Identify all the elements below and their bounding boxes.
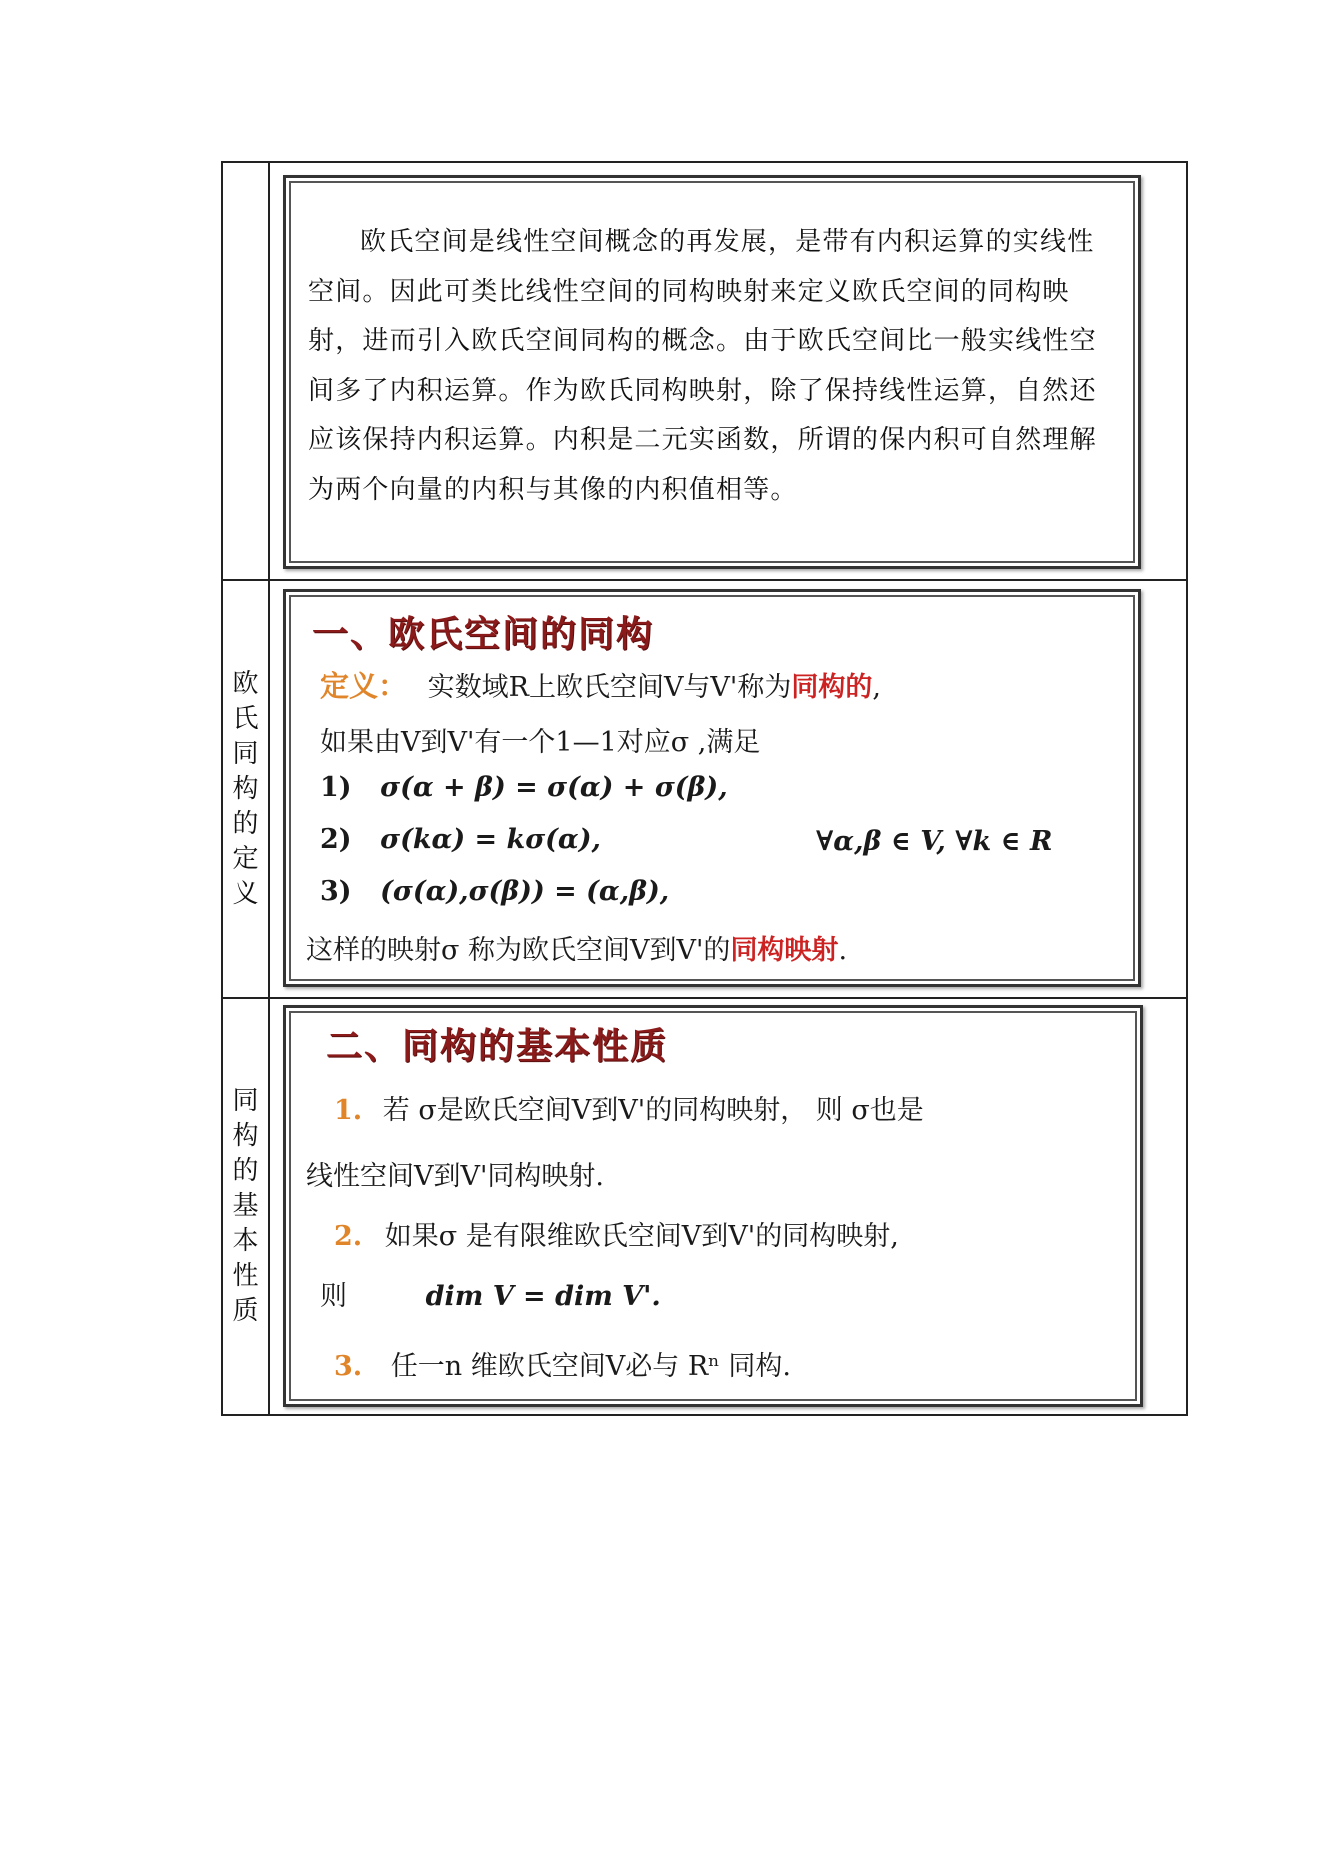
definition-text: 实数域R上欧氏空间V与V'称为 [427, 672, 792, 703]
conclusion-highlight: 同构映射 [730, 935, 839, 966]
condition-1-formula: σ(α + β) = σ(α) + σ(β), [380, 772, 728, 803]
property-2-prefix: 则 [320, 1281, 347, 1312]
mapping-line: 如果由V到V'有一个1—1对应σ ,满足 [320, 727, 761, 758]
outer-table [221, 161, 1188, 1416]
definition-label: 定义： [320, 669, 408, 703]
conclusion-end: . [838, 935, 848, 966]
intro-paragraph: 欧氏空间是线性空间概念的再发展，是带有内积运算的实线性空间。因此可类比线性空间的同构映射来定义欧氏空间的同构映射，进而引入欧氏空间同构的概念。由于欧氏空间比一般实线性空间多了内积运算。作为欧氏同构映射，除了保持线性运算，自然还应该保持内积运算。内积是二元实函数，所谓的保内积可自然理解为两个向量的内积与其像的内积值相等。 [308, 227, 1097, 505]
properties-box [283, 1005, 1143, 1407]
property-1-line-a [334, 1088, 924, 1127]
definition-end: , [872, 672, 881, 703]
definition-box [283, 589, 1141, 987]
conclusion-text: 这样的映射σ 称为欧氏空间V到V'的 [306, 935, 731, 966]
quantifier: ∀α,β ∈ V, ∀k ∈ R [816, 826, 1053, 857]
intro-box [283, 175, 1141, 569]
table-row-definition [223, 581, 1186, 999]
condition-3 [320, 876, 669, 907]
property-1-text-a: 若 σ是欧氏空间V到V'的同构映射， 则 σ也是 [382, 1095, 924, 1126]
table-row-intro [223, 163, 1186, 581]
table-row-properties [223, 999, 1186, 1414]
section-title-isomorphism: 一、欧氏空间的同构 [312, 614, 655, 655]
section-title-properties: 二、同构的基本性质 [326, 1026, 669, 1067]
row-label-cell [223, 581, 270, 997]
property-3-line [334, 1344, 791, 1383]
property-1-text-b: 线性空间V到V'同构映射. [306, 1161, 605, 1192]
condition-2 [320, 824, 601, 855]
definition-line [320, 664, 881, 705]
row-label-definition: 欧氏同构的定义 [232, 668, 259, 909]
definition-highlight: 同构的 [791, 672, 873, 703]
property-2-formula: dim V = dim V'. [425, 1281, 661, 1312]
row-label-cell [223, 999, 270, 1414]
property-1-number: 1. [334, 1095, 363, 1126]
property-2-line-b [320, 1274, 661, 1313]
property-3-number: 3. [334, 1351, 363, 1382]
condition-1-number: 1) [320, 772, 352, 803]
property-2-text-a: 如果σ 是有限维欧氏空间V到V'的同构映射, [384, 1221, 899, 1252]
condition-3-number: 3) [320, 876, 352, 907]
condition-3-formula: (σ(α),σ(β)) = (α,β), [380, 876, 670, 907]
row-label-properties: 同构的基本性质 [232, 1086, 259, 1326]
condition-1 [320, 772, 728, 803]
property-2-number: 2. [334, 1221, 363, 1252]
condition-2-number: 2) [320, 824, 352, 855]
property-2-line-a [334, 1214, 899, 1253]
condition-2-formula: σ(kα) = kσ(α), [380, 824, 601, 855]
row-label-cell [223, 163, 270, 579]
conclusion-line [306, 928, 847, 967]
property-3-text: 任一n 维欧氏空间V必与 Rⁿ 同构. [390, 1351, 792, 1382]
